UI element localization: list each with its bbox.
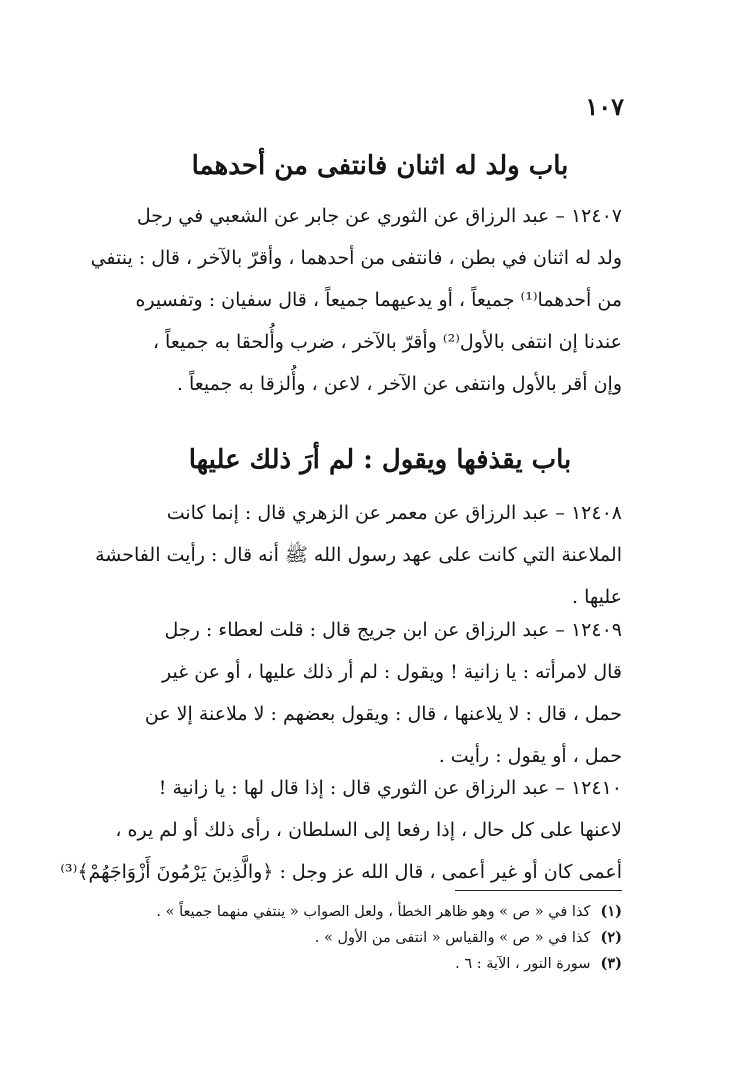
text-line: ١٢٤١٠ – عبد الرزاق عن الثوري قال : إذا قال لها : يا زانية ! (158, 777, 622, 799)
footnote-text: كذا في « ص » وهو ظاهر الخطأ ، ولعل الصواب « ينتفي منهما جميعاً » . (156, 904, 591, 920)
footnote-2 (136, 925, 622, 951)
footnote-text: كذا في « ص » والقياس « انتفى من الأول » . (314, 930, 591, 946)
footnote-1 (136, 899, 622, 925)
text-line: ١٢٤٠٩ – عبد الرزاق عن ابن جريج قال : قلت لعطاء : رجل (164, 619, 622, 641)
page-number: ١٠٧ (585, 92, 624, 121)
footnotes (136, 899, 622, 977)
text-line: ١٢٤٠٧ – عبد الرزاق عن الثوري عن جابر عن الشعبي في رجل (136, 205, 622, 227)
text-line: الملاعنة التي كانت على عهد رسول الله ﷺ أنه قال : رأيت الفاحشة (95, 544, 622, 566)
hadith-12410 (60, 767, 622, 893)
footnote-3 (136, 951, 622, 977)
text-line: عليها . (572, 586, 622, 608)
text-line: حمل ، قال : لا يلاعنها ، قال : ويقول بعضهم : لا ملاعنة إلا عن (144, 703, 622, 725)
text-line: لاعنها على كل حال ، إذا رفعا إلى السلطان ، رأى ذلك أو لم يره ، (115, 819, 622, 841)
footnote-number: (٣) (600, 955, 622, 972)
footnote-text: سورة النور ، الآية : ٦ . (455, 956, 591, 972)
hadith-12408 (95, 492, 622, 618)
text-line: وإن أقر بالأول وانتفى عن الآخر ، لاعن ، وأُلزقا به جميعاً . (176, 373, 622, 395)
text-line: من أحدهما⁽¹⁾ جميعاً ، أو يدعيهما جميعاً ، قال سفيان : وتفسيره (135, 289, 622, 311)
text-line: عندنا إن انتفى بالأول⁽²⁾ وأقرّ بالآخر ، ضرب وأُلحقا به جميعاً ، (152, 331, 622, 353)
footnote-divider (455, 890, 622, 891)
section-heading-1: باب ولد له اثنان فانتفى من أحدهما (191, 151, 569, 181)
hadith-12409 (136, 609, 622, 777)
hadith-12407 (90, 195, 622, 405)
text-line: ١٢٤٠٨ – عبد الرزاق عن معمر عن الزهري قال : إنما كانت (166, 502, 622, 524)
section-heading-2: باب يقذفها ويقول : لم أرَ ذلك عليها (188, 445, 572, 475)
text-line: حمل ، أو يقول : رأيت . (438, 745, 622, 767)
text-line: قال لامرأته : يا زانية ! ويقول : لم أر ذلك عليها ، أو عن غير (162, 661, 622, 683)
text-line: ولد له اثنان في بطن ، فانتفى من أحدهما ، وأقرّ بالآخر ، قال : ينتفي (90, 247, 622, 269)
footnote-number: (٢) (600, 929, 622, 946)
text-line: أعمى كان أو غير أعمى ، قال الله عز وجل : ﴿والَّذِينَ يَرْمُونَ أَزْوَاجَهُمْ﴾⁽³⁾ (60, 861, 622, 883)
footnote-number: (١) (600, 903, 622, 920)
